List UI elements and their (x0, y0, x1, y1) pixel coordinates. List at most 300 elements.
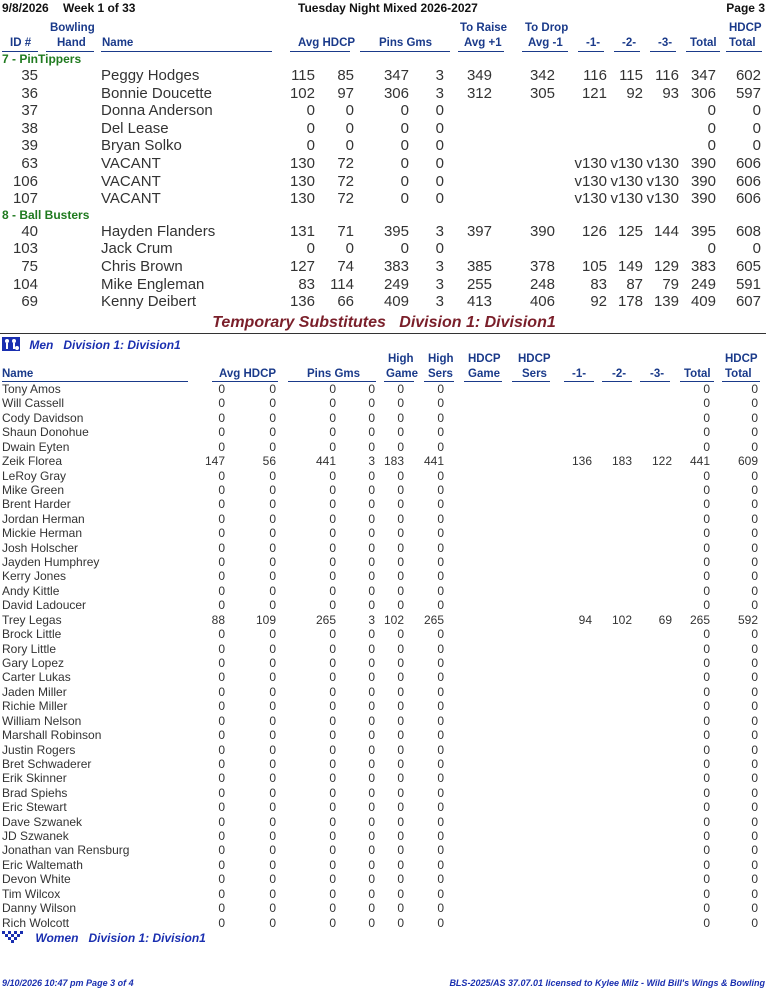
sub-name: Cody Davidson (2, 410, 84, 425)
bowler-to-raise: 349 (466, 67, 492, 84)
sub-hdcp: 0 (269, 699, 276, 714)
sub-games: 0 (368, 915, 375, 930)
bowler-games: 3 (435, 293, 444, 311)
bowler-name: Chris Brown (101, 258, 183, 275)
sub-name: Josh Holscher (2, 540, 79, 555)
sub-games: 0 (368, 410, 375, 425)
sub-high-series: 0 (437, 670, 444, 685)
sub-games: 0 (368, 526, 375, 541)
bowler-pins: 0 (400, 172, 409, 190)
bowler-row (0, 120, 768, 138)
sub-total: 0 (703, 901, 710, 916)
underline (101, 51, 272, 52)
sub-avg: 0 (218, 742, 225, 757)
sub-hdcp: 0 (269, 800, 276, 815)
sub-games: 0 (368, 771, 375, 786)
sub-high-game: 0 (397, 814, 404, 829)
report-week: Week 1 of 33 (63, 1, 136, 15)
bowler-total: 390 (690, 190, 716, 208)
sub-hdcp: 0 (269, 901, 276, 916)
sub-avg: 0 (218, 901, 225, 916)
sub-high-series: 0 (437, 843, 444, 858)
sub-high-series: 0 (437, 497, 444, 512)
sub-games: 0 (368, 800, 375, 815)
col-hand-bot: Hand (57, 37, 86, 49)
col-sub-game-1: -1- (572, 368, 587, 380)
col-hdcp-game-bot: Game (468, 368, 500, 380)
sub-name: Brad Spiehs (2, 785, 68, 800)
bowler-avg: 102 (289, 84, 315, 102)
bowler-games: 0 (435, 172, 444, 190)
sub-hdcp-total: 592 (737, 612, 758, 627)
sub-avg: 0 (218, 540, 225, 555)
sub-name: Marshall Robinson (2, 728, 102, 743)
sub-pins: 0 (329, 814, 336, 829)
sub-row (0, 642, 768, 656)
sub-hdcp-total: 0 (751, 497, 758, 512)
sub-avg: 0 (218, 482, 225, 497)
bowler-games: 0 (435, 137, 444, 155)
underline (360, 51, 450, 52)
sub-high-series: 0 (437, 857, 444, 872)
underline (458, 51, 504, 52)
sub-hdcp: 0 (269, 886, 276, 901)
sub-game-2: 102 (611, 612, 632, 627)
bowler-game-3: v130 (646, 172, 679, 190)
page-number: Page 3 (726, 1, 765, 15)
sub-name: Tim Wilcox (2, 886, 61, 901)
sub-total: 0 (703, 857, 710, 872)
sub-total: 0 (703, 829, 710, 844)
bowler-row (0, 155, 768, 173)
sub-games: 0 (368, 540, 375, 555)
bowler-name: VACANT (101, 190, 161, 208)
sub-high-series: 0 (437, 814, 444, 829)
bowler-hdcp: 74 (337, 258, 354, 275)
sub-games: 0 (368, 756, 375, 771)
bowler-id: 37 (21, 102, 38, 120)
sub-hdcp: 0 (269, 829, 276, 844)
sub-total: 0 (703, 641, 710, 656)
bowler-game-3: 129 (653, 258, 679, 275)
bowler-id: 38 (21, 119, 38, 137)
bowler-hdcp-total: 606 (735, 155, 761, 172)
bowler-avg: 136 (289, 293, 315, 311)
bowler-games: 3 (435, 275, 444, 293)
report-date: 9/8/2026 (2, 1, 49, 15)
sub-hdcp-total: 0 (751, 785, 758, 800)
sub-high-game: 0 (397, 829, 404, 844)
sub-avg: 0 (218, 410, 225, 425)
sub-pins: 0 (329, 742, 336, 757)
bowler-hdcp-total: 606 (735, 172, 761, 190)
bowler-game-2: 149 (617, 258, 643, 275)
sub-row (0, 916, 768, 930)
sub-games: 0 (368, 511, 375, 526)
bowler-total: 347 (690, 67, 716, 84)
bowler-game-3: v130 (646, 155, 679, 172)
sub-high-game: 0 (397, 742, 404, 757)
sub-high-series: 0 (437, 742, 444, 757)
sub-pins: 265 (315, 612, 336, 627)
bowler-to-raise: 312 (466, 84, 492, 102)
sub-hdcp: 0 (269, 511, 276, 526)
bowler-id: 107 (12, 190, 38, 208)
sub-hdcp-total: 0 (751, 886, 758, 901)
bowler-pins: 383 (383, 258, 409, 275)
sub-name: Bret Schwaderer (2, 756, 92, 771)
bowler-id: 36 (21, 84, 38, 102)
sub-name: Jordan Herman (2, 511, 85, 526)
sub-games: 0 (368, 843, 375, 858)
sub-hdcp: 0 (269, 497, 276, 512)
bowler-id: 40 (21, 222, 38, 240)
bowler-pins: 0 (400, 155, 409, 172)
sub-total: 0 (703, 886, 710, 901)
bowler-name: Kenny Deibert (101, 293, 197, 311)
sub-avg: 0 (218, 468, 225, 483)
sub-high-game: 0 (397, 843, 404, 858)
sub-games: 0 (368, 785, 375, 800)
sub-high-series: 0 (437, 526, 444, 541)
bowler-name: Peggy Hodges (101, 67, 200, 84)
sub-row (0, 843, 768, 857)
sub-total: 0 (703, 598, 710, 613)
sub-hdcp: 0 (269, 857, 276, 872)
col-name: Name (102, 37, 134, 49)
bowler-pins: 0 (400, 119, 409, 137)
sub-hdcp: 0 (269, 655, 276, 670)
sub-total: 0 (703, 771, 710, 786)
sub-hdcp: 0 (269, 670, 276, 685)
sub-total: 0 (703, 396, 710, 411)
bowler-row (0, 85, 768, 103)
sub-hdcp: 0 (269, 771, 276, 786)
bowler-hdcp: 71 (337, 222, 354, 240)
sub-name: Shaun Donohue (2, 425, 89, 440)
bowler-pins: 347 (383, 67, 409, 84)
sub-hdcp-total: 0 (751, 771, 758, 786)
sub-hdcp-total: 0 (751, 655, 758, 670)
bowler-name: Mike Engleman (101, 275, 205, 293)
sub-games: 0 (368, 396, 375, 411)
sub-hdcp-total: 0 (751, 742, 758, 757)
bowler-name: Bryan Solko (101, 137, 182, 155)
sub-games: 0 (368, 598, 375, 613)
sub-avg: 0 (218, 526, 225, 541)
sub-name: Richie Miller (2, 699, 68, 714)
bowler-name: Bonnie Doucette (101, 84, 212, 102)
bowler-avg: 0 (306, 240, 315, 258)
bowler-avg: 131 (289, 222, 315, 240)
sub-hdcp: 0 (269, 382, 276, 396)
sub-pins: 0 (329, 583, 336, 598)
sub-pins: 0 (329, 627, 336, 642)
col-sub-hdcp-total: Total (725, 368, 752, 380)
bowler-to-drop: 342 (529, 67, 555, 84)
sub-row (0, 800, 768, 814)
sub-game-2: 183 (611, 454, 632, 469)
sub-avg: 0 (218, 627, 225, 642)
sub-name: Trey Legas (2, 612, 62, 627)
bowler-total: 390 (690, 172, 716, 190)
sub-game-3: 69 (658, 612, 672, 627)
sub-name: LeRoy Gray (2, 468, 67, 483)
col-raise-top: To Raise (460, 22, 508, 34)
sub-name: Rory Little (2, 641, 57, 656)
bowler-avg: 130 (289, 172, 315, 190)
sub-hdcp-total: 0 (751, 843, 758, 858)
team-name: 8 - Ball Busters (2, 207, 90, 222)
sub-avg: 0 (218, 915, 225, 930)
sub-name: Dwain Eyten (2, 439, 70, 454)
sub-name: Rich Wolcott (2, 915, 70, 930)
col-hdcp-total: Total (729, 37, 756, 49)
sub-row (0, 815, 768, 829)
sub-hdcp-total: 0 (751, 540, 758, 555)
sub-row (0, 613, 768, 627)
sub-hdcp-total: 0 (751, 425, 758, 440)
sub-high-game: 0 (397, 497, 404, 512)
sub-hdcp: 0 (269, 569, 276, 584)
temp-subs-title (0, 314, 768, 332)
sub-high-game: 0 (397, 886, 404, 901)
bowler-avg: 0 (306, 102, 315, 120)
sub-hdcp-total: 0 (751, 872, 758, 887)
sub-row (0, 829, 768, 843)
sub-name: Brock Little (2, 627, 62, 642)
sub-high-game: 0 (397, 439, 404, 454)
sub-avg: 0 (218, 699, 225, 714)
col-game-1: -1- (586, 37, 601, 49)
bowler-pins: 306 (383, 84, 409, 102)
col-high-sers-top: High (428, 353, 454, 365)
sub-high-game: 0 (397, 468, 404, 483)
sub-row (0, 555, 768, 569)
underline (650, 51, 676, 52)
sub-games: 0 (368, 569, 375, 584)
sub-hdcp: 0 (269, 713, 276, 728)
sub-hdcp: 0 (269, 814, 276, 829)
col-sub-total: Total (684, 368, 711, 380)
sub-row (0, 656, 768, 670)
bowler-total: 249 (690, 275, 716, 293)
bowler-avg: 130 (289, 190, 315, 208)
bowler-game-2: v130 (610, 190, 643, 208)
sub-game-1: 136 (571, 454, 592, 469)
sub-high-series: 0 (437, 410, 444, 425)
league-title: Tuesday Night Mixed 2026-2027 (298, 1, 478, 15)
sub-total: 265 (689, 612, 710, 627)
footer-left: 9/10/2026 10:47 pm Page 3 of 4 (2, 978, 134, 988)
section-divider (0, 333, 766, 334)
bowler-id: 104 (12, 275, 38, 293)
sub-pins: 0 (329, 569, 336, 584)
sub-row (0, 771, 768, 785)
sub-hdcp-total: 0 (751, 829, 758, 844)
sub-high-series: 0 (437, 482, 444, 497)
sub-pins: 0 (329, 655, 336, 670)
underline (578, 51, 604, 52)
sub-row (0, 411, 768, 425)
col-high-game-top: High (388, 353, 414, 365)
sub-row (0, 786, 768, 800)
sub-high-series: 0 (437, 396, 444, 411)
sub-hdcp: 0 (269, 583, 276, 598)
sub-high-game: 0 (397, 670, 404, 685)
sub-total: 0 (703, 382, 710, 396)
bowler-total: 0 (707, 240, 716, 258)
sub-pins: 0 (329, 843, 336, 858)
bowler-game-2: v130 (610, 172, 643, 190)
sub-high-game: 0 (397, 785, 404, 800)
sub-high-game: 0 (397, 598, 404, 613)
team-name: 7 - PinTippers (2, 52, 82, 66)
sub-hdcp: 0 (269, 396, 276, 411)
sub-hdcp-total: 0 (751, 756, 758, 771)
sub-games: 0 (368, 857, 375, 872)
sub-games: 0 (368, 699, 375, 714)
sub-games: 0 (368, 497, 375, 512)
sub-avg: 88 (211, 612, 225, 627)
sub-row (0, 569, 768, 583)
bowler-pins: 0 (400, 137, 409, 155)
bowler-name: VACANT (101, 172, 161, 190)
bowler-games: 0 (435, 119, 444, 137)
bowler-game-1: v130 (574, 190, 607, 208)
sub-hdcp-total: 0 (751, 915, 758, 930)
bowler-to-drop: 248 (529, 275, 555, 293)
bowler-pins: 249 (383, 275, 409, 293)
bowler-to-drop: 406 (529, 293, 555, 311)
sub-name: Devon White (2, 872, 71, 887)
sub-total: 0 (703, 439, 710, 454)
sub-pins: 0 (329, 915, 336, 930)
sub-pins: 0 (329, 771, 336, 786)
sub-pins: 0 (329, 872, 336, 887)
col-pins-gms: Pins Gms (379, 37, 433, 49)
bowler-total: 395 (690, 222, 716, 240)
sub-avg: 0 (218, 843, 225, 858)
sub-avg: 0 (218, 396, 225, 411)
sub-pins: 441 (315, 454, 336, 469)
sub-pins: 0 (329, 511, 336, 526)
bowler-hdcp-total: 605 (735, 258, 761, 275)
bowler-hdcp-total: 607 (735, 293, 761, 311)
sub-games: 0 (368, 713, 375, 728)
footer-right: BLS-2025/AS 37.07.01 licensed to Kylee Milz - Wild Bill's Wings & Bowling (449, 978, 765, 988)
sub-games: 0 (368, 886, 375, 901)
bowler-avg: 127 (289, 258, 315, 275)
sub-pins: 0 (329, 540, 336, 555)
sub-games: 0 (368, 382, 375, 396)
sub-high-series: 0 (437, 771, 444, 786)
sub-games: 0 (368, 684, 375, 699)
sub-row (0, 872, 768, 886)
sub-hdcp: 0 (269, 756, 276, 771)
sub-hdcp-total: 0 (751, 699, 758, 714)
sub-pins: 0 (329, 901, 336, 916)
col-hand-top: Bowling (50, 22, 95, 34)
sub-high-series: 0 (437, 439, 444, 454)
sub-pins: 0 (329, 396, 336, 411)
bowler-game-3: 116 (655, 67, 679, 84)
bowler-games: 3 (435, 258, 444, 275)
sub-hdcp: 0 (269, 915, 276, 930)
sub-high-series: 0 (437, 901, 444, 916)
bowler-total: 0 (707, 137, 716, 155)
sub-name: Andy Kittle (2, 583, 60, 598)
sub-name: Dave Szwanek (2, 814, 83, 829)
sub-hdcp: 0 (269, 872, 276, 887)
bowler-row (0, 173, 768, 191)
bowler-hdcp-total: 0 (752, 119, 761, 137)
sub-hdcp: 0 (269, 526, 276, 541)
men-label: Men (29, 338, 54, 352)
col-hdcp-sers-bot: Sers (522, 368, 547, 380)
sub-hdcp-total: 0 (751, 482, 758, 497)
bowler-game-1: 92 (590, 293, 607, 311)
sub-hdcp-total: 0 (751, 901, 758, 916)
bowler-total: 390 (690, 155, 716, 172)
bowler-hdcp-total: 608 (735, 222, 761, 240)
bowler-game-2: 92 (626, 84, 643, 102)
bowler-to-drop: 390 (529, 222, 555, 240)
sub-hdcp-total: 0 (751, 641, 758, 656)
sub-high-game: 0 (397, 569, 404, 584)
bowler-game-1: v130 (574, 172, 607, 190)
sub-high-series: 0 (437, 829, 444, 844)
sub-total: 0 (703, 684, 710, 699)
bowler-id: 106 (12, 172, 38, 190)
women-label: Women (35, 931, 79, 945)
bowler-avg: 0 (306, 137, 315, 155)
sub-name: Eric Stewart (2, 800, 67, 815)
sub-pins: 0 (329, 728, 336, 743)
bowler-row (0, 137, 768, 155)
bowler-hdcp-total: 591 (735, 275, 761, 293)
sub-games: 0 (368, 728, 375, 743)
sub-high-game: 0 (397, 482, 404, 497)
sub-hdcp-total: 609 (737, 454, 758, 469)
sub-avg: 0 (218, 598, 225, 613)
sub-high-series: 0 (437, 583, 444, 598)
bowler-games: 3 (435, 67, 444, 84)
women-bowler-icon (2, 931, 26, 943)
sub-avg: 0 (218, 814, 225, 829)
sub-name: Will Cassell (2, 396, 65, 411)
sub-games: 0 (368, 425, 375, 440)
sub-pins: 0 (329, 684, 336, 699)
bowler-game-3: v130 (646, 190, 679, 208)
sub-avg: 0 (218, 728, 225, 743)
sub-high-series: 0 (437, 713, 444, 728)
bowler-game-2: 178 (617, 293, 643, 311)
sub-hdcp-total: 0 (751, 670, 758, 685)
sub-hdcp: 0 (269, 540, 276, 555)
bowler-id: 103 (12, 240, 38, 258)
sub-name: Mike Green (2, 482, 65, 497)
sub-pins: 0 (329, 800, 336, 815)
sub-high-game: 0 (397, 684, 404, 699)
sub-total: 0 (703, 756, 710, 771)
sub-games: 0 (368, 742, 375, 757)
col-game-3: -3- (658, 37, 673, 49)
sub-high-series: 0 (437, 468, 444, 483)
sub-pins: 0 (329, 598, 336, 613)
bowler-hdcp: 0 (345, 137, 354, 155)
sub-hdcp-total: 0 (751, 569, 758, 584)
